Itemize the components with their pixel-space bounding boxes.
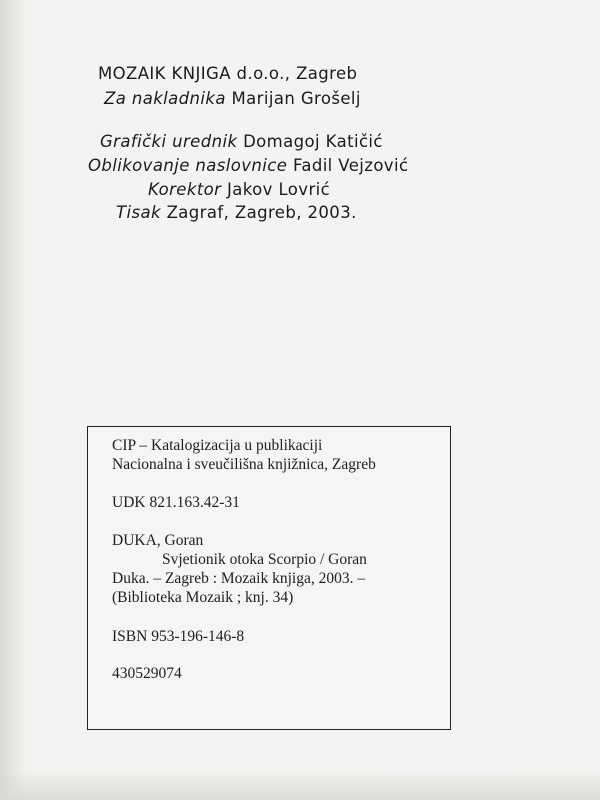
print-role: Tisak xyxy=(116,203,161,222)
cip-record-box xyxy=(87,426,451,730)
cip-imprint-line: Duka. – Zagreb : Mozaik knjiga, 2003. – xyxy=(112,570,366,587)
proofreader-name: Jakov Lovrić xyxy=(227,180,331,199)
publisher-line: MOZAIK KNJIGA d.o.o., Zagreb xyxy=(98,64,358,83)
cip-library: Nacionalna i sveučilišna knjižnica, Zagreb xyxy=(112,456,376,473)
page-bottom-shadow xyxy=(0,770,600,800)
cip-title-line: Svjetionik otoka Scorpio / Goran xyxy=(162,551,367,568)
cip-udk: UDK 821.163.42-31 xyxy=(112,494,240,511)
cover-design-line xyxy=(88,156,408,175)
page-left-shadow xyxy=(0,0,26,800)
cip-heading: CIP – Katalogizacija u publikaciji xyxy=(112,437,323,454)
for-publisher-name: Marijan Grošelj xyxy=(231,89,361,108)
cover-design-role: Oblikovanje naslovnice xyxy=(88,156,288,175)
for-publisher-line xyxy=(104,89,361,108)
proofreader-role: Korektor xyxy=(148,180,222,199)
cip-series-line: (Biblioteka Mozaik ; knj. 34) xyxy=(112,589,294,606)
print-line xyxy=(116,203,357,222)
cip-isbn: ISBN 953-196-146-8 xyxy=(112,628,245,645)
graphic-editor-name: Domagoj Katičić xyxy=(243,132,383,151)
for-publisher-role: Za nakladnika xyxy=(104,89,226,108)
cip-record-id: 430529074 xyxy=(112,665,182,682)
cover-design-name: Fadil Vejzović xyxy=(292,156,409,175)
cip-author: DUKA, Goran xyxy=(112,532,204,549)
graphic-editor-line xyxy=(100,132,383,151)
proofreader-line xyxy=(148,180,330,199)
graphic-editor-role: Grafički urednik xyxy=(100,132,238,151)
print-name: Zagraf, Zagreb, 2003. xyxy=(166,203,357,222)
